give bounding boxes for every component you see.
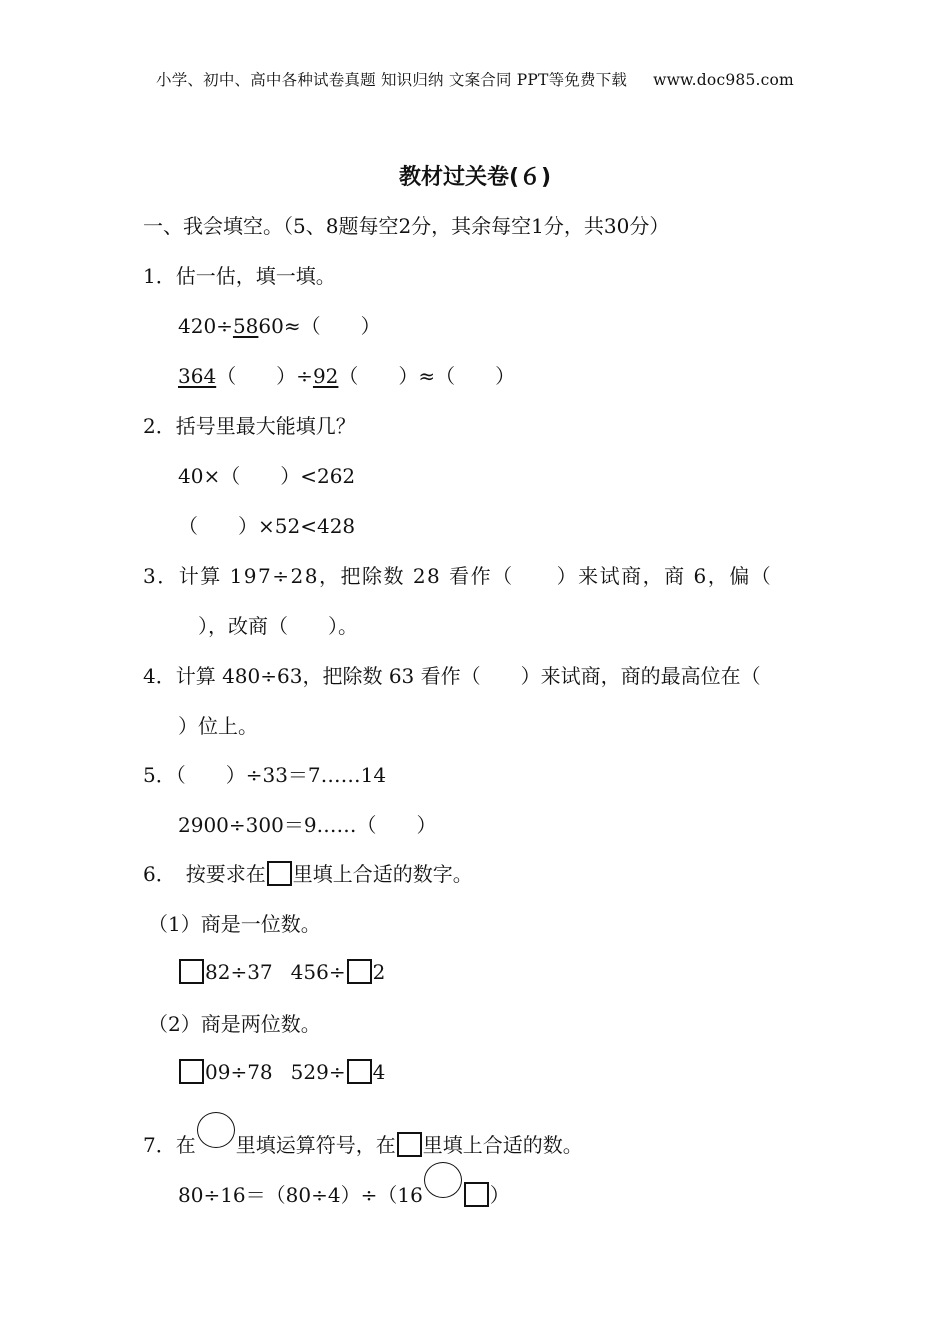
question-3-line-2: ），改商（ ）。 <box>198 614 358 638</box>
q6-pre: 6． 按要求在 <box>143 862 266 886</box>
q1-a-part1: 420÷ <box>178 314 233 338</box>
q1-a-underlined: 58 <box>232 314 259 338</box>
question-6-exprs-2 <box>178 1058 385 1086</box>
q7-post: 里填上合适的数。 <box>422 1133 583 1157</box>
answer-box-2[interactable] <box>347 959 372 984</box>
question-2-expr-b: （ ）×52<428 <box>178 514 356 538</box>
page-header <box>0 68 950 90</box>
operator-circle-icon <box>197 1112 235 1148</box>
question-6-label <box>143 860 473 888</box>
question-6-sub-2: （2）商是两位数。 <box>148 1012 321 1036</box>
answer-box-4[interactable] <box>347 1059 372 1084</box>
question-5-expr-b: 2900÷300＝9……（ ） <box>178 813 437 837</box>
section-heading: 一、我会填空。（5、8题每空2分，其余每空1分，共30分） <box>143 214 670 238</box>
question-3-line-1: 3．计算 197÷28，把除数 28 看作（ ）来试商，商 6，偏（ <box>143 564 773 588</box>
q7-mid: 里填运算符号，在 <box>235 1133 396 1157</box>
q7-expr2: ） <box>489 1183 510 1207</box>
q1-a-part3: 60≈（ ） <box>258 314 381 338</box>
answer-box-1[interactable] <box>179 959 204 984</box>
question-1-label: 1．估一估，填一填。 <box>143 264 336 288</box>
q6-e1: 82÷37 <box>205 960 273 984</box>
question-1-expr-b <box>178 362 515 390</box>
q1-b-underlined-2: 92 <box>312 364 339 388</box>
q6-e4: 529÷ <box>290 1060 346 1084</box>
q1-b-part2: （ ）÷ <box>216 364 313 388</box>
q1-b-underlined-1: 364 <box>178 364 217 388</box>
question-7-expr <box>178 1162 510 1209</box>
question-1-expr-a <box>178 312 381 340</box>
q6-e4b: 4 <box>372 1060 386 1084</box>
answer-box-icon <box>267 861 292 886</box>
operator-circle-answer[interactable] <box>424 1162 462 1198</box>
q6-post: 里填上合适的数字。 <box>292 862 473 886</box>
q6-e2: 456÷ <box>290 960 346 984</box>
q7-expr1: 80÷16＝（80÷4）÷（16 <box>178 1183 423 1207</box>
question-7-label <box>143 1112 583 1159</box>
question-5-expr-a: 5．（ ）÷33＝7……14 <box>143 763 387 787</box>
q6-e2b: 2 <box>372 960 386 984</box>
question-2-label: 2．括号里最大能填几？ <box>143 414 356 438</box>
question-2-expr-a: 40×（ ）<262 <box>178 464 356 488</box>
answer-box-icon-q7 <box>397 1132 422 1157</box>
question-6-exprs-1 <box>178 958 385 986</box>
answer-box-5[interactable] <box>464 1182 489 1207</box>
q1-b-part4: （ ）≈（ ） <box>338 364 516 388</box>
question-6-sub-1: （1）商是一位数。 <box>148 912 321 936</box>
header-text: 小学、初中、高中各种试卷真题 知识归纳 文案合同 PPT等免费下载 <box>156 71 628 89</box>
question-4-line-1: 4．计算 480÷63，把除数 63 看作（ ）来试商，商的最高位在（ <box>143 664 761 688</box>
question-4-line-2: ）位上。 <box>178 714 258 738</box>
q6-e3: 09÷78 <box>205 1060 273 1084</box>
page-title: 教材过关卷(６) <box>398 165 552 190</box>
q7-pre: 7．在 <box>143 1133 196 1157</box>
answer-box-3[interactable] <box>179 1059 204 1084</box>
header-site: www.doc985.com <box>653 71 794 89</box>
